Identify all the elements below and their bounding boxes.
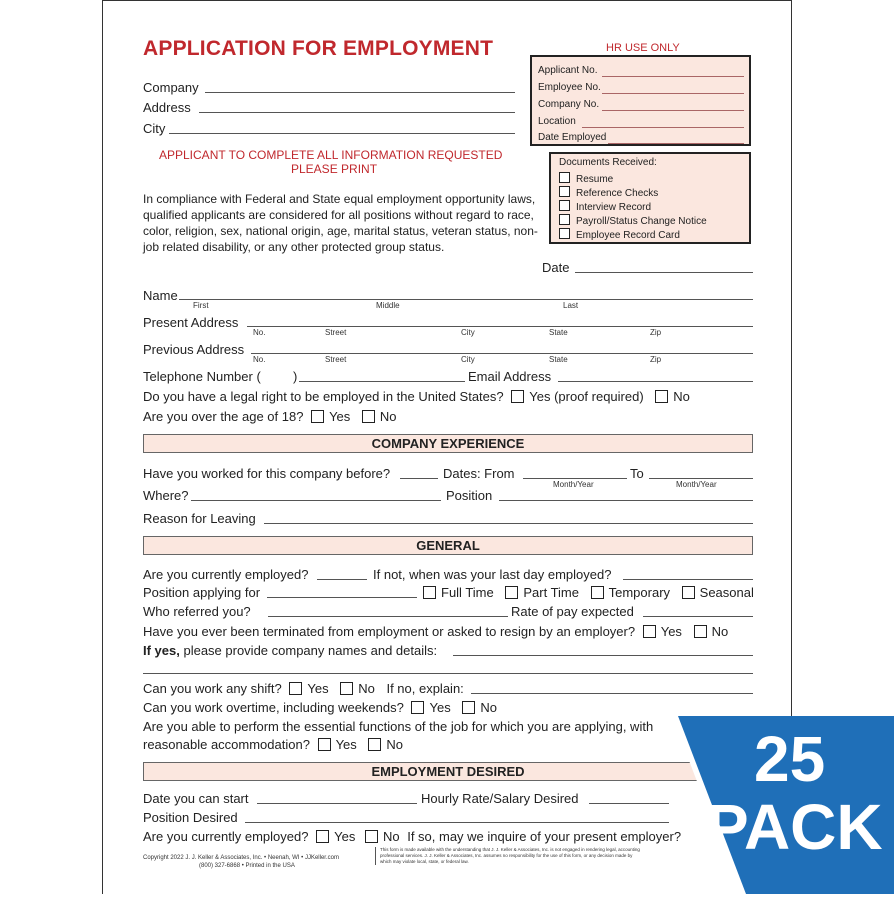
doc-resume[interactable]: Resume [559,172,613,185]
compliance-text: In compliance with Federal and State equal employment opportunity laws, qualified applicants are considered for all positions without regard to race, color, religion, sex, national origin, age, marital status, veteran status, non-job related disability, or any other protected group status. [143,192,538,254]
salary-desired-label: Hourly Rate/Salary Desired [421,791,579,806]
dates-to-line[interactable] [649,478,753,479]
salary-desired-line[interactable] [589,803,669,804]
where-line[interactable] [191,500,441,501]
doc-record-card-checkbox[interactable] [559,228,570,239]
badge-pack: PACK [706,791,883,863]
previous-state: State [549,355,568,364]
name-middle: Middle [376,301,400,310]
present-address-line[interactable] [247,326,753,327]
badge-number: 25 [754,723,826,795]
telephone-close: ) [293,369,298,384]
hr-line-location[interactable] [582,127,744,128]
essential-yes-checkbox[interactable] [318,738,331,751]
referred-line[interactable] [268,616,508,617]
hr-field-company: Company No. [538,99,600,110]
essential-functions-line1: Are you able to perform the essential functions of the job for which you are applying, with [143,719,654,734]
notice-line2: PLEASE PRINT [291,162,378,176]
over18-question: Are you over the age of 18? Yes No [143,409,397,424]
telephone-line[interactable] [299,381,465,382]
reason-leaving-label: Reason for Leaving [143,511,256,526]
shift-yes-checkbox[interactable] [289,682,302,695]
hr-field-applicant: Applicant No. [538,65,598,76]
present-employer-question: Are you currently employed? Yes No If so, may we inquire of your present employer? [143,829,682,844]
name-first: First [193,301,209,310]
name-label: Name [143,288,178,303]
footer-copyright-1: Copyright 2022 J. J. Keller & Associates, Inc. • Neenah, WI • JJKeller.com [143,855,339,861]
doc-resume-checkbox[interactable] [559,172,570,183]
previous-address-label: Previous Address [143,342,245,357]
over18-no-checkbox[interactable] [362,410,375,423]
essential-functions-line2: reasonable accommodation? Yes No [143,737,404,752]
doc-reference-checkbox[interactable] [559,186,570,197]
over18-yes-checkbox[interactable] [311,410,324,423]
footer-disclaimer: This form is made available with the understanding that J. J. Keller & Associates, Inc. is not engaged in rendering legal, accounting professional services. J. J. Keller & Associates, Inc. assumes no responsibility for the use of this form, or any decision made by which may violate local, state, or federal law. [375,847,680,865]
address-line[interactable] [199,112,515,113]
if-yes-line[interactable] [453,655,753,656]
temporary-checkbox[interactable] [591,586,604,599]
form-title: APPLICATION FOR EMPLOYMENT [143,37,494,60]
worked-before-label: Have you worked for this company before? [143,466,391,481]
documents-title: Documents Received: [559,157,657,168]
shift-explain-line[interactable] [471,693,753,694]
if-yes-label: If yes, please provide company names and details: [143,643,438,658]
legal-no-checkbox[interactable] [655,390,668,403]
previous-street: Street [325,355,347,364]
position-label: Position [446,488,493,503]
full-time-checkbox[interactable] [423,586,436,599]
overtime-no-checkbox[interactable] [462,701,475,714]
hr-field-date: Date Employed [538,132,607,143]
where-label: Where? [143,488,189,503]
hr-title: HR USE ONLY [606,42,680,54]
present-state: State [549,328,568,337]
doc-reference[interactable]: Reference Checks [559,186,658,199]
city-line[interactable] [169,133,515,134]
company-experience-heading: COMPANY EXPERIENCE [143,434,753,453]
employment-desired-heading: EMPLOYMENT DESIRED [143,762,753,781]
job-type-options: Full Time Part Time Temporary Seasonal [419,585,754,600]
previous-address-line[interactable] [251,353,753,354]
hr-line-company[interactable] [602,110,744,111]
reason-leaving-line[interactable] [264,523,753,524]
currently-employed-line[interactable] [317,579,367,580]
doc-payroll[interactable]: Payroll/Status Change Notice [559,214,707,227]
previous-zip: Zip [650,355,662,364]
hr-line-applicant[interactable] [602,76,744,77]
company-line[interactable] [205,92,515,93]
if-yes-line-2[interactable] [143,673,753,674]
rate-expected-line[interactable] [643,616,753,617]
desired-no-checkbox[interactable] [365,830,378,843]
position-line[interactable] [499,500,753,501]
name-line[interactable] [179,299,753,300]
email-label: Email Address [468,369,552,384]
general-heading: GENERAL [143,536,753,555]
notice-line1: APPLICANT TO COMPLETE ALL INFORMATION REQUESTED [159,148,503,162]
desired-yes-checkbox[interactable] [316,830,329,843]
worked-before-line[interactable] [400,478,438,479]
start-date-line[interactable] [257,803,417,804]
overtime-question: Can you work overtime, including weekends? Yes No [143,700,497,715]
doc-interview-checkbox[interactable] [559,200,570,211]
legal-right-question: Do you have a legal right to be employed in the United States? Yes (proof required) No [143,389,690,404]
position-applying-line[interactable] [267,597,417,598]
dates-from-label: Dates: From [443,466,515,481]
referred-label: Who referred you? [143,604,251,619]
hr-box [530,55,751,146]
position-desired-line[interactable] [245,822,669,823]
legal-yes-checkbox[interactable] [511,390,524,403]
pack-badge [666,716,894,894]
essential-no-checkbox[interactable] [368,738,381,751]
from-month-year: Month/Year [553,480,594,489]
hr-field-employee: Employee No. [538,82,601,93]
telephone-label: Telephone Number ( [143,369,261,384]
position-applying-label: Position applying for [143,585,261,600]
dates-from-line[interactable] [523,478,627,479]
present-no: No. [253,328,266,337]
company-label: Company [143,80,199,95]
present-city: City [461,328,475,337]
hr-line-date[interactable] [608,143,744,144]
terminated-yes-checkbox[interactable] [643,625,656,638]
rate-expected-label: Rate of pay expected [511,604,634,619]
terminated-no-checkbox[interactable] [694,625,707,638]
footer-copyright-2: (800) 327-6868 • Printed in the USA [199,863,295,869]
start-date-label: Date you can start [143,791,249,806]
position-desired-label: Position Desired [143,810,238,825]
present-zip: Zip [650,328,662,337]
any-shift-question: Can you work any shift? Yes No If no, explain: [143,681,464,696]
name-last: Last [563,301,579,310]
present-street: Street [325,328,347,337]
date-label: Date [542,260,570,275]
seasonal-checkbox[interactable] [682,586,695,599]
previous-no: No. [253,355,266,364]
shift-no-checkbox[interactable] [340,682,353,695]
currently-employed-label: Are you currently employed? [143,567,309,582]
email-line[interactable] [558,381,753,382]
date-line[interactable] [575,272,753,273]
to-month-year: Month/Year [676,480,717,489]
previous-city: City [461,355,475,364]
hr-field-location: Location [538,116,576,127]
part-time-checkbox[interactable] [505,586,518,599]
doc-record-card[interactable]: Employee Record Card [559,228,680,241]
present-address-label: Present Address [143,315,239,330]
documents-box [549,152,751,244]
hr-line-employee[interactable] [602,93,744,94]
last-day-line[interactable] [623,579,753,580]
overtime-yes-checkbox[interactable] [411,701,424,714]
doc-interview[interactable]: Interview Record [559,200,651,213]
terminated-question: Have you ever been terminated from employment or asked to resign by an employer? Yes No [143,624,729,639]
dates-to-label: To [630,466,644,481]
city-label: City [143,121,166,136]
address-label: Address [143,100,191,115]
last-day-label: If not, when was your last day employed? [373,567,612,582]
doc-payroll-checkbox[interactable] [559,214,570,225]
